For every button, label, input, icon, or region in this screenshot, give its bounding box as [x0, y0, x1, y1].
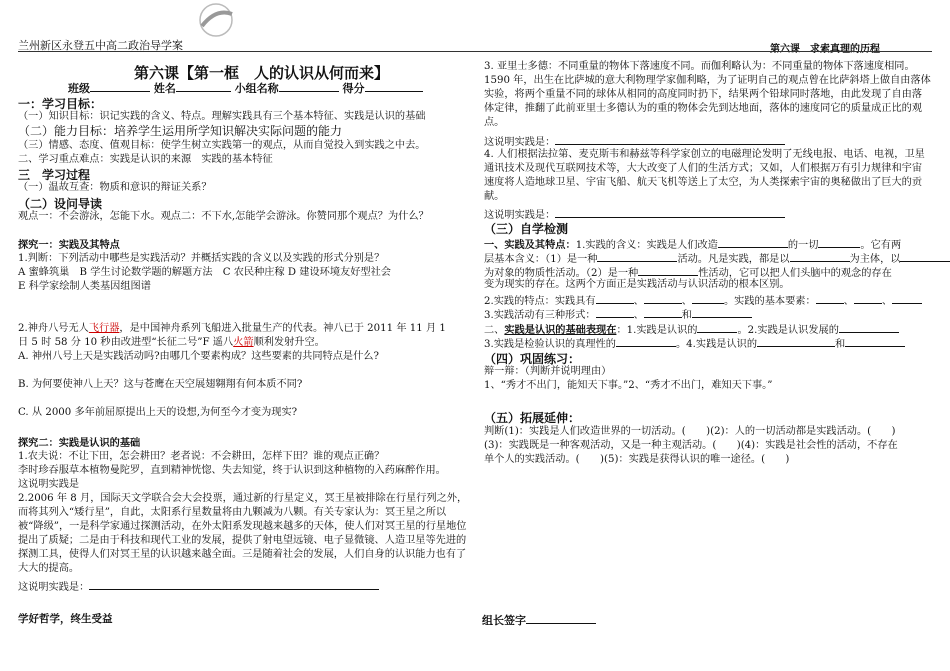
explore-2-q1: 1.农夫说：不让下田，怎会耕田？老者说：不会耕田，怎样下田？谁的观点正确？ [18, 451, 385, 462]
check-line-3: 为对象的物质性活动。（2）是一种 性活动，它可以把人们头脑中的观念的存在 [484, 264, 892, 281]
section-goals: 一：学习目标： [18, 97, 103, 111]
section-self-check: （三）自学检测 [484, 222, 569, 236]
section-practice: （四）巩固练习： [484, 352, 581, 366]
header-rule [18, 51, 932, 52]
practice-quotes: 1、“秀才不出门，能知天下事。”2、“秀才不出门，难知天下事。” [484, 380, 773, 391]
galileo-answer: 这说明实践是： [484, 133, 785, 150]
student-info: 班级 姓名 小组名称 得分 [68, 80, 423, 96]
explore-1-option-e: E 科学家绘制人类基因组图谱 [18, 281, 151, 292]
footer-left: 学好哲学，终生受益 [18, 613, 113, 625]
explore-1-q2-cont: 日 5 时 58 分 10 秒由改进型“长征二号”F 遥八火箭顺利发射升空。 [18, 337, 325, 348]
section-guide: （二）设问导读 [18, 197, 103, 211]
review-question: （一）温故互查：物质和意识的辩证关系？ [18, 182, 212, 193]
explore-2-q2: 2.2006 年 8 月，国际天文学联合会大会投票，通过新的行星定义，冥王星被排除在行星行列之外，而将其列入“矮行星”，自此，太阳系行星数量将由九颗减为八颗。有关专家认为：冥王星之所以被“降级”，一是科学家通过探测活动，在外太阳系发现越来越多的天体，使人们对冥王星的行星地位提出了质疑；二是由于科技和现代工业的发展，提供了射电望远镜、电子显微镜、人造卫星等先进的探测工具，使得人们对冥王星的认识越来越全面。三是随着社会的发展，人们自身的认识能力也有了大大的提高。 [18, 493, 468, 574]
explore-1-q2: 2.神舟八号无人飞行器，是中国神舟系列飞船进入批量生产的代表。神八已于 2011 年 11 月 1 [18, 323, 446, 334]
explore-2-title: 探究二：实践是认识的基础 [18, 437, 141, 449]
explore-1-title: 探究一：实践及其特点 [18, 239, 120, 251]
check-line-8: 3.实践是检验认识的真理性的 。4.实践是认识的 和 [484, 335, 905, 352]
explore-2-q2-answer: 这说明实践是： [18, 578, 379, 595]
group-leader-signature: 组长签字 [482, 612, 596, 628]
explore-1-q2-c: C. 从 2000 多年前屈原提出上天的设想,为何至今才变为现实? [18, 407, 298, 418]
section-extension: （五）拓展延伸： [484, 411, 581, 425]
page-title: 第六课【第一框 人的认识从何而来】 [134, 64, 390, 82]
explore-2-q1-answer: 这说明实践是 [18, 479, 80, 490]
electromagnetism-answer: 这说明实践是： [484, 206, 785, 223]
judge-line-1: 判断(1)：实践是人们改造世界的一切活动。( )(2)：人的一切活动都是实践活动。( ) [484, 426, 896, 437]
explore-1-q2-a: A. 神州八号上天是实践活动吗?由哪几个要素构成？这些要素的共同特点是什么? [18, 351, 379, 362]
check-line-6: 3.实践活动有三种形式： 、 和 [484, 306, 752, 323]
section-key-points: 二、学习重点难点：实践是认识的来源 实践的基本特征 [18, 154, 273, 165]
viewpoint-question: 观点一：不会游泳，怎能下水。观点二：不下水,怎能学会游泳。你赞同那个观点？为什么？ [18, 211, 429, 222]
judge-line-2: (3)：实践既是一种客观活动，又是一种主观活动。( )(4)：实践是社会性的活动，不存在 [484, 440, 898, 451]
example-electromagnetism: 4. 人们根据法拉第、麦克斯韦和赫兹等科学家创立的电磁理论发明了无线电报、电话、电视，卫星通讯技术及现代互联网技术等，大大改变了人们的生活方式；又如，人们根据万有引力规律和宇宙速度将人造地球卫星、宇宙飞船、航天飞机等送上了太空，为人类探索宇宙的奥秘做出了巨大的贡献。 [484, 149, 925, 202]
goal-emotion: （三）情感、态度、值观目标：使学生树立实践第一的观点，从而自觉投入到实践之中去。 [18, 140, 426, 151]
explore-2-q1-text: 李时珍吞服草本植物曼陀罗，直到精神恍惚、失去知觉，终于认识到这种植物的入药麻醉作用。 [18, 465, 446, 476]
practice-instruction: 辩一辩：（判断并说明理由） [484, 366, 612, 377]
check-line-7: 二、实践是认识的基础表现在：1.实践是认识的 。2.实践是认识发展的 [484, 321, 899, 338]
header-right: 第六课 求索真理的历程 [770, 44, 880, 55]
judge-line-3: 单个人的实践活动。( )(5)：实践是获得认识的唯一途径。( ) [484, 454, 790, 465]
check-line-4: 变为现实的存在。这两个方面正是实践活动与认识活动的根本区别。 [484, 279, 790, 290]
goal-knowledge: （一）知识目标：识记实践的含义、特点。理解实践具有三个基本特征、实践是认识的基础 [18, 111, 426, 122]
example-galileo: 3. 亚里士多德：不同重量的物体下落速度不同。而伽利略认为：不同重量的物体下落速度相同。1590 年，出生在比萨城的意大利物理学家伽利略，为了证明自己的观点曾在比萨斜塔上做自由落体实验，将两个重量不同的球体从相同的高度同时扔下，结果两个铅球同时落地，由此发现了自由落体定律，推翻了此前亚里士多德认为的重的物体会先到达地面，落体的速度同它的质量成正比的观点。 [484, 61, 931, 128]
section-process: 三 学习过程 [18, 168, 91, 182]
check-line-5: 2.实践的特点：实践具有 、 、 。实践的基本要素： 、 、 [484, 292, 922, 309]
check-line-1: 一、实践及其特点：1.实践的含义：实践是人们改造 的一切 。它有两 [484, 236, 901, 253]
check-line-2: 层基本含义：（1）是一种 活动。凡是实践，都是以 为主体，以 [484, 250, 950, 267]
explore-1-q1: 1.判断：下列活动中哪些是实践活动？并概括实践的含义以及实践的形式分别是？ [18, 253, 385, 264]
header-left: 兰州新区永登五中高二政治导学案 [18, 39, 183, 52]
logo-globe-icon [196, 0, 236, 38]
explore-1-options: A 蜜蜂筑巢 B 学生讨论数学题的解题方法 C 农民种庄稼 D 建设环境友好型社会 [18, 267, 391, 278]
explore-1-q2-b: B. 为何要使神八上天？这与苍鹰在天空展翅翱翔有何本质不同? [18, 379, 303, 390]
goal-ability: （二）能力目标：培养学生运用所学知识解决实际问题的能力 [18, 124, 343, 138]
